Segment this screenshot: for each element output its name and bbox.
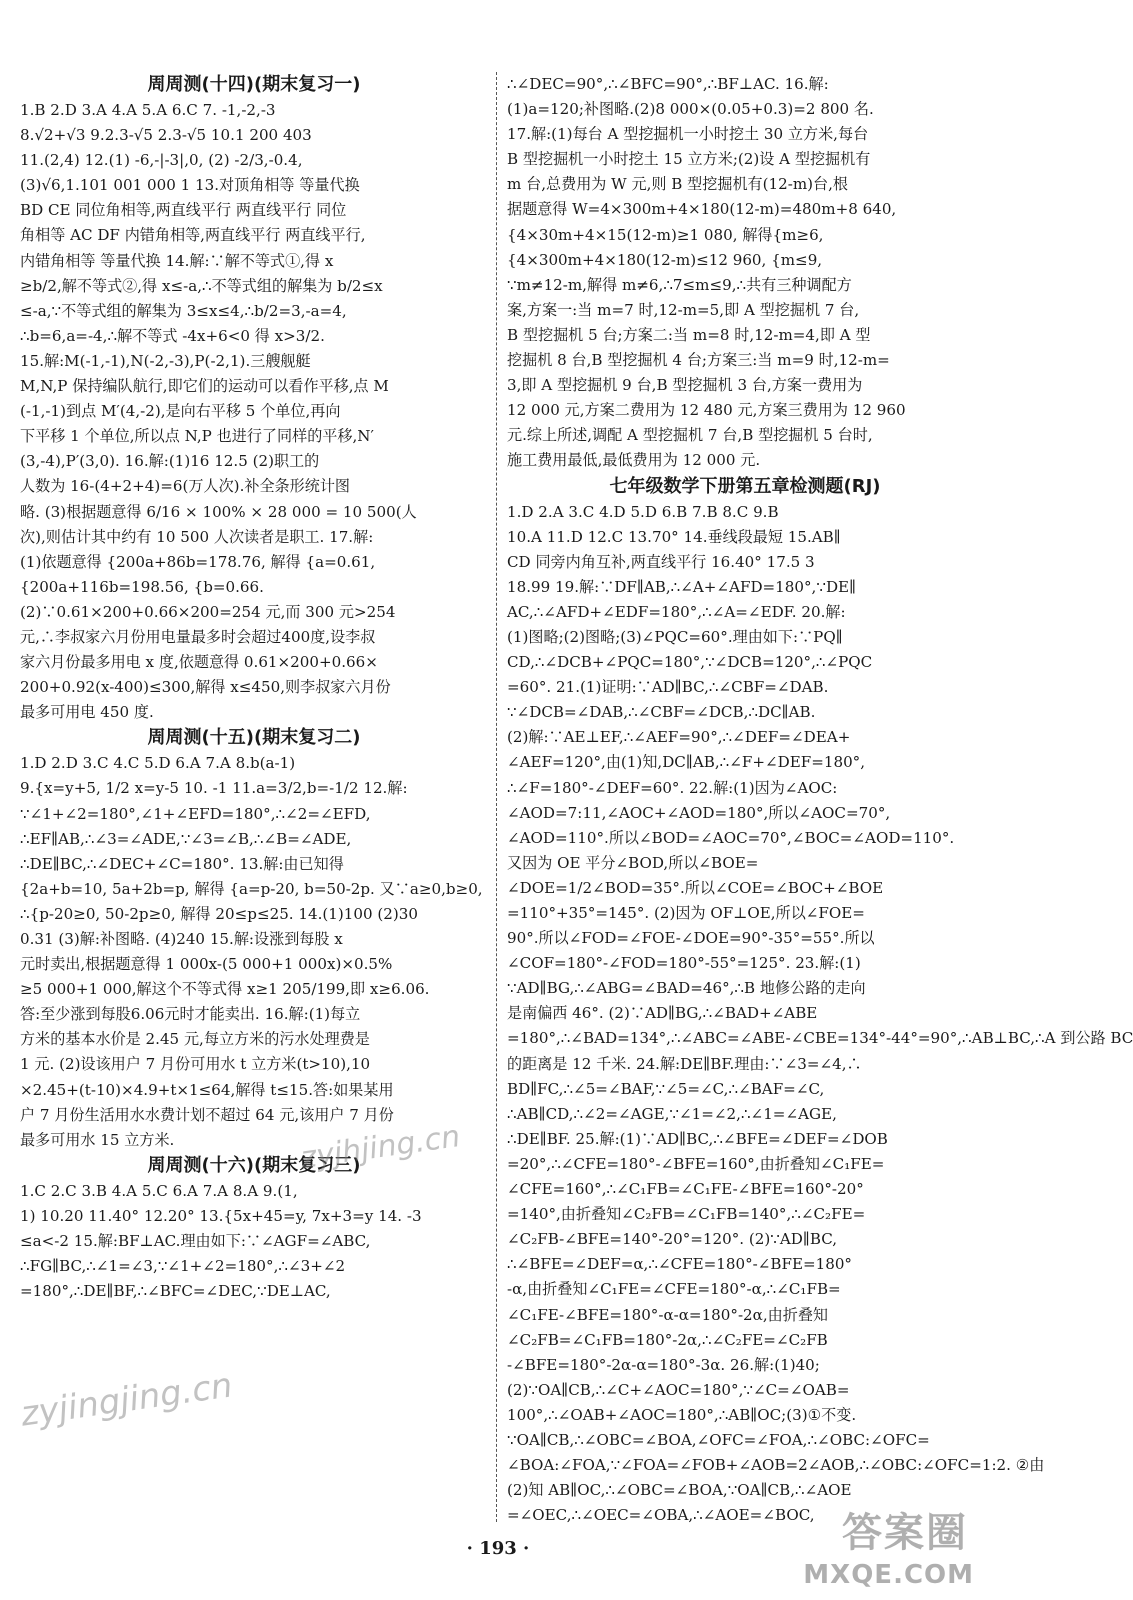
text-line: ∴∠BFE=∠DEF=α,∴∠CFE=180°-∠BFE=180° (507, 1255, 852, 1274)
watermark-domain: MXQE.COM (803, 1560, 974, 1590)
text-line: ∴DE∥BF. 25.解:(1)∵AD∥BC,∴∠BFE=∠DEF=∠DOB (507, 1129, 888, 1148)
text-line: ∠AOD=7:11,∠AOC+∠AOD=180°,所以∠AOC=70°, (507, 803, 891, 822)
text-line: {2a+b=10, 5a+2b=p, 解得 {a=p-20, b=50-2p. 又∵a≥0,b≥0, (20, 879, 483, 898)
text-line: 11.(2,4) 12.(1) -6,-|-3|,0, (2) -2/3,-0.4, (20, 151, 303, 170)
text-line: {4×300m+4×180(12-m)≤12 960, {m≤9, (507, 250, 823, 269)
text-line: 9.{x=y+5, 1/2 x=y-5 10. -1 11.a=3/2,b=-1/2 12.解: (20, 779, 408, 798)
text-line: 90°.所以∠FOD=∠FOE-∠DOE=90°-35°=55°.所以 (507, 929, 875, 948)
text-line: ≥5 000+1 000,解这个不等式得 x≥1 205/199,即 x≥6.06. (20, 980, 430, 999)
text-line: 施工费用最低,最低费用为 12 000 元. (507, 451, 761, 470)
text-line: 据题意得 W=4×300m+4×180(12-m)=480m+8 640, (507, 200, 897, 219)
text-line: m 台,总费用为 W 元,则 B 型挖掘机有(12-m)台,根 (507, 175, 849, 194)
text-line: 1) 10.20 11.40° 12.20° 13.{5x+45=y, 7x+3=y 14. -3 (20, 1206, 422, 1225)
text-line: 答:至少涨到每股6.06元时才能卖出. 16.解:(1)每立 (20, 1005, 361, 1024)
text-line: ∴FG∥BC,∴∠1=∠3,∵∠1+∠2=180°,∴∠3+∠2 (20, 1257, 346, 1276)
text-line: 1.D 2.D 3.C 4.C 5.D 6.A 7.A 8.b(a-1) (20, 754, 296, 773)
text-line: ∴AB∥CD,∴∠2=∠AGE,∵∠1=∠2,∴∠1=∠AGE, (507, 1104, 837, 1123)
text-line: (-1,-1)到点 M′(4,-2),是向右平移 5 个单位,再向 (20, 402, 341, 421)
text-line: ∵m≠12-m,解得 m≠6,∴7≤m≤9,∴共有三种调配方 (507, 275, 852, 294)
text-line: 内错角相等 等量代换 14.解:∵解不等式①,得 x (20, 251, 334, 270)
text-line: CD,∴∠DCB+∠PQC=180°,∵∠DCB=120°,∴∠PQC (507, 653, 873, 672)
section-heading: 七年级数学下册第五章检测题(RJ) (609, 475, 881, 497)
text-line: ≥b/2,解不等式②,得 x≤-a,∴不等式组的解集为 b/2≤x (20, 276, 383, 295)
text-line: -α,由折叠知∠C₁FE=∠CFE=180°-α,∴∠C₁FB= (507, 1280, 841, 1299)
text-line: 家六月份最多用电 x 度,依题意得 0.61×200+0.66× (20, 653, 378, 672)
text-line: ×2.45+(t-10)×4.9+t×1≤64,解得 t≤15.答:如果某用 (20, 1080, 394, 1099)
text-line: (2)∵OA∥CB,∴∠C+∠AOC=180°,∵∠C=∠OAB= (507, 1380, 850, 1399)
text-line: ∠BOA:∠FOA,∵∠FOA=∠FOB+∠AOB=2∠AOB,∴∠OBC:∠OFC=1:2. ②由 (507, 1456, 1045, 1475)
text-line: ∴∠F=180°-∠DEF=60°. 22.解:(1)因为∠AOC: (507, 778, 838, 797)
text-line: 1.C 2.C 3.B 4.A 5.C 6.A 7.A 8.A 9.(1, (20, 1181, 298, 1200)
text-line: 方米的基本水价是 2.45 元,每立方米的污水处理费是 (20, 1030, 370, 1049)
text-line: 1 元. (2)设该用户 7 月份可用水 t 立方米(t>10),10 (20, 1055, 371, 1074)
text-line: ∵∠1+∠2=180°,∠1+∠EFD=180°,∴∠2=∠EFD, (20, 804, 371, 823)
watermark-url: zyjhjing.cn (298, 1118, 463, 1177)
text-line: ∵OA∥CB,∴∠OBC=∠BOA,∠OFC=∠FOA,∴∠OBC:∠OFC= (507, 1430, 930, 1449)
text-line: =∠OEC,∴∠OEC=∠OBA,∴∠AOE=∠BOC, (507, 1506, 815, 1525)
text-line: =110°+35°=145°. (2)因为 OF⊥OE,所以∠FOE= (507, 904, 865, 922)
text-line: 元.综上所述,调配 A 型挖掘机 7 台,B 型挖掘机 5 台时, (507, 426, 873, 445)
text-line: 户 7 月份生活用水水费计划不超过 64 元,该用户 7 月份 (20, 1105, 394, 1124)
watermark-logo-text: 答案圈 (842, 1510, 968, 1556)
text-line: ∵∠DCB=∠DAB,∴∠CBF=∠DCB,∴DC∥AB. (507, 703, 816, 722)
text-line: 最多可用电 450 度. (20, 703, 154, 722)
text-line: ∠C₂FB=∠C₁FB=180°-2α,∴∠C₂FE=∠C₂FB (507, 1330, 828, 1349)
text-line: =60°. 21.(1)证明:∵AD∥BC,∴∠CBF=∠DAB. (507, 678, 829, 697)
text-line: ∴b=6,a=-4,∴解不等式 -4x+6<0 得 x>3/2. (20, 326, 325, 345)
text-line: 100°,∴∠OAB+∠AOC=180°,∴AB∥OC;(3)①不变. (507, 1405, 857, 1424)
text-line: 是南偏西 46°. (2)∵AD∥BG,∴∠BAD+∠ABE (507, 1004, 818, 1023)
text-line: B 型挖掘机 5 台;方案二:当 m=8 时,12-m=4,即 A 型 (507, 325, 871, 344)
text-line: (2)∵0.61×200+0.66×200=254 元,而 300 元>254 (20, 602, 396, 621)
text-line: 3,即 A 型挖掘机 9 台,B 型挖掘机 3 台,方案一费用为 (507, 376, 863, 395)
text-line: ≤a<-2 15.解:BF⊥AC.理由如下:∵∠AGF=∠ABC, (20, 1232, 371, 1251)
text-line: 挖掘机 8 台,B 型挖掘机 4 台;方案三:当 m=9 时,12-m= (507, 351, 890, 370)
text-line: {200a+116b=198.56, {b=0.66. (20, 577, 264, 596)
text-line: 元时卖出,根据题意得 1 000x-(5 000+1 000x)×0.5% (20, 955, 393, 974)
text-line: 15.解:M(-1,-1),N(-2,-3),P(-2,1).三艘舰艇 (20, 351, 311, 370)
text-line: (2)知 AB∥OC,∴∠OBC=∠BOA,∵OA∥CB,∴∠AOE (507, 1481, 852, 1500)
text-line: ∠C₂FB-∠BFE=140°-20°=120°. (2)∵AD∥BC, (507, 1230, 838, 1249)
text-line: M,N,P 保持编队航行,即它们的运动可以看作平移,点 M (20, 377, 389, 396)
text-line: ∠DOE=1/2∠BOD=35°.所以∠COE=∠BOC+∠BOE (507, 878, 884, 897)
text-line: 1.B 2.D 3.A 4.A 5.A 6.C 7. -1,-2,-3 (20, 101, 276, 119)
text-line: 18.99 19.解:∵DF∥AB,∴∠A+∠AFD=180°,∵DE∥ (507, 577, 857, 596)
text-line: (1)依题意得 {200a+86b=178.76, 解得 {a=0.61, (20, 552, 376, 571)
text-line: =180°,∴∠BAD=134°,∴∠ABC=∠ABE-∠CBE=134°-44°=90°,∴AB⊥BC,∴A 到公路 BC (507, 1029, 1133, 1048)
text-line: 人数为 16-(4+2+4)=6(万人次).补全条形统计图 (20, 477, 351, 496)
section-heading: 周周测(十六)(期末复习三) (147, 1154, 361, 1176)
page-number: · 193 · (466, 1538, 530, 1559)
text-line: ≤-a,∵不等式组的解集为 3≤x≤4,∴b/2=3,-a=4, (20, 301, 347, 320)
text-line: ∠C₁FE-∠BFE=180°-α-α=180°-2α,由折叠知 (507, 1305, 829, 1324)
text-line: (3,-4),P′(3,0). 16.解:(1)16 12.5 (2)职工的 (20, 452, 320, 471)
text-line: (1)图略;(2)图略;(3)∠PQC=60°.理由如下:∵PQ∥ (507, 627, 843, 646)
text-line: BD∥FC,∴∠5=∠BAF,∵∠5=∠C,∴∠BAF=∠C, (507, 1079, 825, 1098)
text-line: {4×30m+4×15(12-m)≥1 080, 解得{m≥6, (507, 225, 824, 244)
text-line: ∠AOD=110°.所以∠BOD=∠AOC=70°,∠BOC=∠AOD=110°. (507, 828, 955, 847)
text-line: 最多可用水 15 立方米. (20, 1130, 175, 1149)
text-line: =140°,由折叠知∠C₂FB=∠C₁FB=140°,∴∠C₂FE= (507, 1205, 866, 1224)
text-line: CD 同旁内角互补,两直线平行 16.40° 17.5 3 (507, 552, 815, 571)
text-line: ∠CFE=160°,∴∠C₁FB=∠C₁FE-∠BFE=160°-20° (507, 1180, 864, 1199)
text-line: ∠AEF=120°,由(1)知,DC∥AB,∴∠F+∠DEF=180°, (507, 753, 866, 772)
text-line: ∴∠DEC=90°,∴∠BFC=90°,∴BF⊥AC. 16.解: (507, 75, 829, 93)
text-line: 又因为 OE 平分∠BOD,所以∠BOE= (507, 853, 759, 872)
text-line: 8.√2+√3 9.2.3-√5 2.3-√5 10.1 200 403 (20, 126, 312, 145)
text-line: 案,方案一:当 m=7 时,12-m=5,即 A 型挖掘机 7 台, (507, 300, 860, 319)
column-divider (496, 72, 497, 1522)
text-line: -∠BFE=180°-2α-α=180°-3α. 26.解:(1)40; (507, 1355, 820, 1374)
text-line: 次),则估计其中约有 10 500 人次读者是职工. 17.解: (20, 527, 374, 546)
text-line: (2)解:∵AE⊥EF,∴∠AEF=90°,∴∠DEF=∠DEA+ (507, 728, 851, 747)
text-line: 的距离是 12 千米. 24.解:DE∥BF.理由:∵∠3=∠4,∴ (507, 1054, 862, 1073)
text-line: 下平移 1 个单位,所以点 N,P 也进行了同样的平移,N′ (20, 427, 374, 446)
text-line: 17.解:(1)每台 A 型挖掘机一小时挖土 30 立方米,每台 (507, 125, 869, 144)
text-line: 略. (3)根据题意得 6/16 × 100% × 28 000 = 10 500(人 (20, 502, 417, 521)
left-column (20, 72, 488, 1304)
text-line: ∴DE∥BC,∴∠DEC+∠C=180°. 13.解:由已知得 (20, 854, 344, 873)
text-line: 1.D 2.A 3.C 4.D 5.D 6.B 7.B 8.C 9.B (507, 502, 779, 521)
text-line: (3)√6,1.101 001 000 1 13.对顶角相等 等量代换 (20, 176, 360, 195)
text-line: ∴EF∥AB,∴∠3=∠ADE,∵∠3=∠B,∴∠B=∠ADE, (20, 829, 352, 848)
text-line: =20°,∴∠CFE=180°-∠BFE=160°,由折叠知∠C₁FE= (507, 1154, 885, 1173)
text-line: 12 000 元,方案二费用为 12 480 元,方案三费用为 12 960 (507, 401, 906, 420)
text-line: 角相等 AC DF 内错角相等,两直线平行 两直线平行, (20, 226, 366, 245)
text-line: ∴{p-20≥0, 50-2p≥0, 解得 20≤p≤25. 14.(1)100 (2)30 (20, 904, 418, 923)
text-line: (1)a=120;补图略.(2)8 000×(0.05+0.3)=2 800 名. (507, 100, 874, 119)
watermark-url-2: zyjingjing.cn (18, 1365, 235, 1435)
text-line: AC,∴∠AFD+∠EDF=180°,∴∠A=∠EDF. 20.解: (507, 602, 846, 621)
text-line: =180°,∴DE∥BF,∴∠BFC=∠DEC,∵DE⊥AC, (20, 1282, 331, 1301)
text-line: 200+0.92(x-400)≤300,解得 x≤450,则李叔家六月份 (20, 678, 391, 697)
text-line: 元,∴李叔家六月份用电量最多时会超过400度,设李叔 (20, 627, 376, 646)
text-line: ∵AD∥BG,∴∠ABG=∠BAD=46°,∴B 地修公路的走向 (507, 979, 866, 998)
section-heading: 周周测(十五)(期末复习二) (147, 727, 361, 749)
text-line: B 型挖掘机一小时挖土 15 立方米;(2)设 A 型挖掘机有 (507, 150, 871, 169)
text-line: ∠COF=180°-∠FOD=180°-55°=125°. 23.解:(1) (507, 954, 861, 973)
text-line: BD CE 同位角相等,两直线平行 两直线平行 同位 (20, 201, 347, 220)
text-line: 0.31 (3)解:补图略. (4)240 15.解:设涨到每股 x (20, 930, 343, 948)
text-line: 10.A 11.D 12.C 13.70° 14.垂线段最短 15.AB∥ (507, 527, 841, 546)
right-column (507, 72, 1133, 1528)
section-heading: 周周测(十四)(期末复习一) (147, 74, 361, 95)
